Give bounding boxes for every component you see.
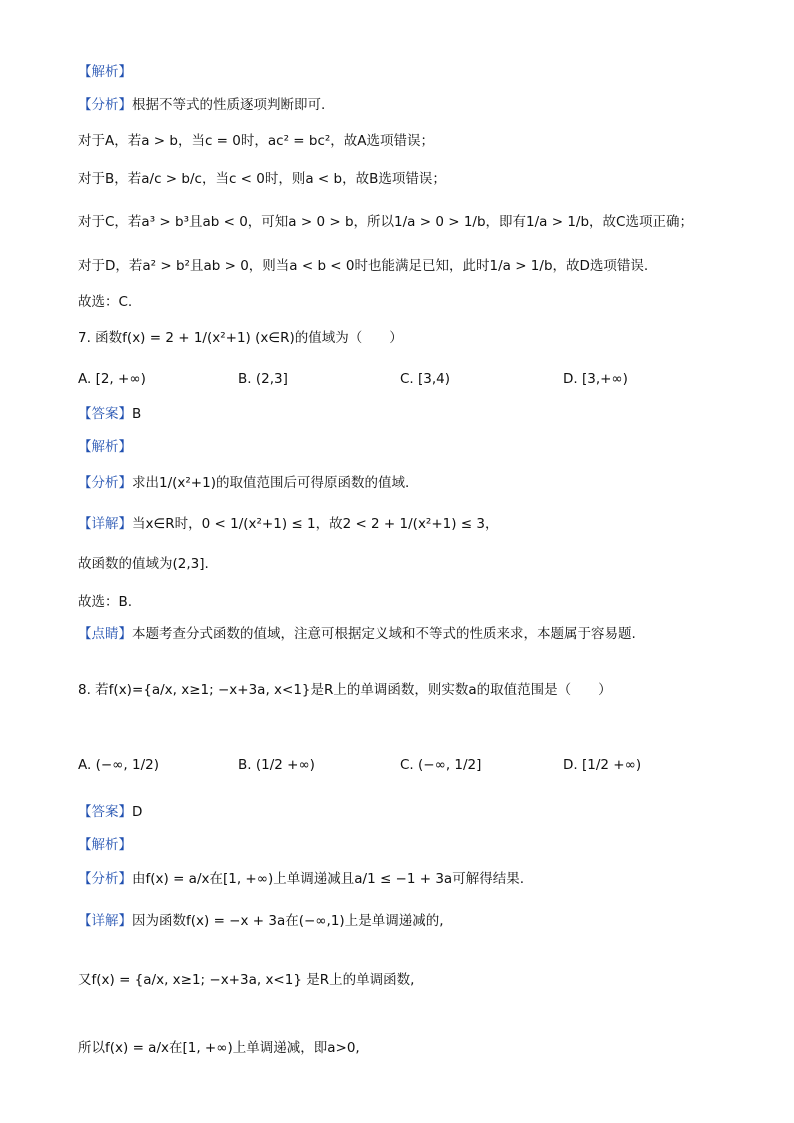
q7-detail	[78, 516, 499, 532]
q8-so: 所以f(x) = a/x在[1, +∞)上单调递减，即a>0,	[78, 1040, 360, 1056]
tag-jiexi-7: 【解析】	[78, 439, 132, 455]
tag-daan-8: 【答案】	[78, 804, 132, 820]
q7-choose: 故选：B.	[78, 594, 133, 610]
tag-jiexi-8: 【解析】	[78, 837, 132, 853]
q8-option-d: D. [1/2 +∞)	[563, 757, 642, 773]
q8-answer	[78, 804, 142, 820]
q8-detail	[78, 913, 444, 929]
q6-analysis-text: 根据不等式的性质逐项判断即可.	[132, 97, 326, 113]
q7-answer	[78, 406, 141, 422]
q8-analysis-text: 由f(x) = a/x在[1, +∞)上单调递减且a/1 ≤ −1 + 3a可解得结果.	[132, 871, 524, 887]
q7-answer-value: B	[132, 406, 142, 422]
tag-fenxi: 【分析】	[78, 97, 132, 113]
q8-option-a: A. (−∞, 1/2)	[78, 757, 159, 773]
q6-detail-b: 对于B，若a/c > b/c，当c < 0时，则a < b，故B选项错误；	[78, 171, 446, 187]
q7-range: 故函数的值域为(2,3].	[78, 556, 209, 572]
tag-fenxi-7: 【分析】	[78, 475, 132, 491]
q7-option-a: A. [2, +∞)	[78, 371, 146, 387]
tag-xiangjie-8: 【详解】	[78, 913, 132, 929]
q6-analysis	[78, 97, 325, 113]
q8-answer-value: D	[132, 804, 143, 820]
q8-also: 又f(x) = {a/x, x≥1; −x+3a, x<1} 是R上的单调函数,	[78, 972, 415, 988]
q8-option-b: B. (1/2 +∞)	[238, 757, 315, 773]
q7-stem: 7. 函数f(x) = 2 + 1/(x²+1) (x∈R)的值域为（ ）	[78, 330, 403, 346]
q6-detail-d: 对于D，若a² > b²且ab > 0，则当a < b < 0时也能满足已知，此时1/a > 1/b，故D选项错误.	[78, 258, 649, 274]
tag-fenxi-8: 【分析】	[78, 871, 132, 887]
q7-option-c: C. [3,4)	[400, 371, 451, 387]
q8-stem: 8. 若f(x)={a/x, x≥1; −x+3a, x<1}是R上的单调函数，则实数a的取值范围是（ ）	[78, 682, 612, 698]
q7-analysis-text: 求出1/(x²+1)的取值范围后可得原函数的值域.	[132, 475, 410, 491]
q7-option-b: B. (2,3]	[238, 371, 288, 387]
q6-detail-c: 对于C，若a³ > b³且ab < 0，可知a > 0 > b，所以1/a > 0 > 1/b，即有1/a > 1/b，故C选项正确；	[78, 214, 693, 230]
q7-comment-text: 本题考查分式函数的值域，注意可根据定义域和不等式的性质来求，本题属于容易题.	[132, 626, 636, 642]
tag-dianjing: 【点睛】	[78, 626, 132, 642]
tag-daan-7: 【答案】	[78, 406, 132, 422]
q8-option-c: C. (−∞, 1/2]	[400, 757, 482, 773]
q7-option-d: D. [3,+∞)	[563, 371, 628, 387]
tag-xiangjie-7: 【详解】	[78, 516, 132, 532]
q8-detail-text: 因为函数f(x) = −x + 3a在(−∞,1)上是单调递减的,	[132, 913, 444, 929]
q7-detail-text: 当x∈R时，0 < 1/(x²+1) ≤ 1，故2 < 2 + 1/(x²+1) ≤ 3，	[132, 516, 499, 532]
q6-choose: 故选：C.	[78, 294, 133, 310]
q7-analysis	[78, 475, 409, 491]
tag-jiexi-6: 【解析】	[78, 64, 132, 80]
q7-comment	[78, 626, 636, 642]
q6-detail-a: 对于A，若a > b，当c = 0时，ac² = bc²，故A选项错误；	[78, 133, 435, 149]
q8-analysis	[78, 871, 524, 887]
